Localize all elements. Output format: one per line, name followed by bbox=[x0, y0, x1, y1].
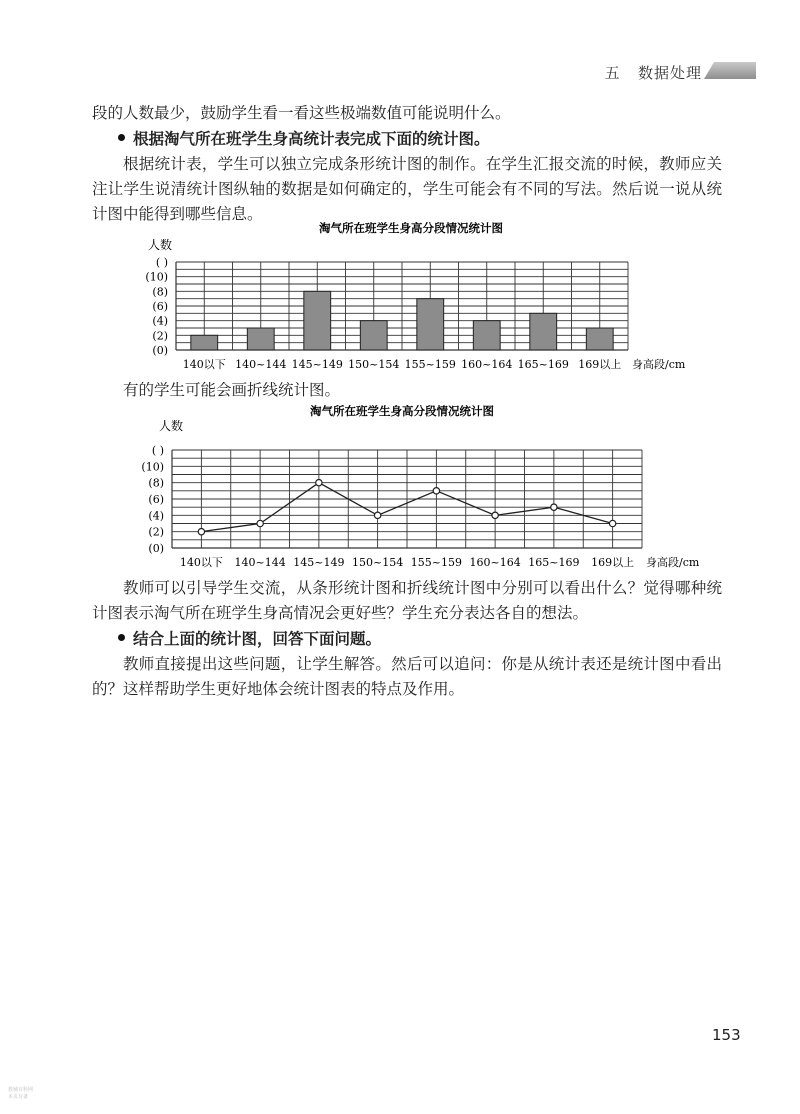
bar-140~144 bbox=[247, 328, 274, 350]
data-point-140~144 bbox=[257, 520, 263, 526]
chart-title: 淘气所在班学生身高分段情况统计图 bbox=[310, 404, 494, 418]
y-axis-label: 人数 bbox=[147, 238, 173, 252]
x-tick-label: 140~144 bbox=[235, 358, 287, 371]
y-tick-label: (10) bbox=[141, 460, 164, 474]
line-chart bbox=[130, 402, 700, 574]
y-tick-label: (2) bbox=[152, 329, 168, 343]
x-tick-label: 155~159 bbox=[410, 556, 462, 569]
x-tick-label: 165~169 bbox=[517, 358, 569, 371]
data-point-160~164 bbox=[492, 512, 498, 518]
x-tick-label: 165~169 bbox=[528, 556, 580, 569]
bullet-heading-2-text: 结合上面的统计图，回答下面问题。 bbox=[133, 630, 382, 648]
bar-165~169 bbox=[530, 313, 557, 350]
y-tick-label: (0) bbox=[152, 344, 168, 357]
bar-chart bbox=[130, 216, 690, 376]
y-tick-label: (6) bbox=[152, 300, 168, 313]
chapter-title: 数据处理 bbox=[637, 64, 702, 82]
y-tick-label: (8) bbox=[148, 476, 164, 490]
bullet-heading-1-text: 根据淘气所在班学生身高统计表完成下面的统计图。 bbox=[133, 130, 490, 148]
watermark bbox=[8, 1087, 33, 1101]
paragraph-5: 教师直接提出这些问题，让学生解答。然后可以追问：你是从统计表还是统计图中看出的？这样帮助学生更好地体会统计图表的特点及作用。 bbox=[92, 655, 722, 698]
y-tick-label: (4) bbox=[148, 509, 164, 523]
x-tick-label: 145~149 bbox=[293, 556, 345, 569]
y-tick-label: ( ) bbox=[151, 444, 164, 457]
bar-145~149 bbox=[304, 291, 331, 350]
bullet-dot-icon bbox=[118, 134, 125, 141]
data-point-165~169 bbox=[551, 504, 557, 510]
x-tick-label: 145~149 bbox=[291, 358, 343, 371]
bullet-heading-1 bbox=[118, 127, 490, 149]
data-point-155~159 bbox=[433, 488, 439, 494]
bar-155~159 bbox=[417, 299, 444, 350]
x-axis-label: 身高段/cm bbox=[632, 358, 686, 371]
x-axis-label: 身高段/cm bbox=[646, 556, 700, 569]
x-tick-label: 140~144 bbox=[234, 556, 286, 569]
x-tick-label: 140以下 bbox=[179, 556, 223, 569]
y-tick-label: (0) bbox=[148, 542, 164, 555]
header-tab-decoration bbox=[704, 62, 756, 79]
y-tick-label: (10) bbox=[145, 270, 168, 284]
bar-160~164 bbox=[473, 321, 500, 350]
chapter-number: 五 bbox=[604, 64, 621, 82]
bullet-heading-2 bbox=[118, 627, 381, 649]
data-point-150~154 bbox=[374, 512, 380, 518]
x-tick-label: 169以上 bbox=[578, 358, 622, 371]
bar-150~154 bbox=[360, 321, 387, 350]
x-tick-label: 150~154 bbox=[352, 556, 404, 569]
bullet-dot-icon bbox=[118, 634, 125, 641]
x-tick-label: 150~154 bbox=[348, 358, 400, 371]
bar-169以上 bbox=[586, 328, 613, 350]
x-tick-label: 155~159 bbox=[404, 358, 456, 371]
x-tick-label: 169以上 bbox=[591, 556, 635, 569]
data-point-169以上 bbox=[609, 520, 615, 526]
x-tick-label: 160~164 bbox=[469, 556, 521, 569]
page-number: 153 bbox=[712, 1026, 741, 1044]
data-point-145~149 bbox=[316, 479, 322, 485]
y-tick-label: (2) bbox=[148, 525, 164, 539]
watermark-line-1: 教辅百科网 bbox=[8, 1087, 34, 1093]
y-tick-label: (4) bbox=[152, 314, 168, 328]
x-tick-label: 140以下 bbox=[182, 358, 226, 371]
bar-140以下 bbox=[191, 335, 218, 350]
paragraph-3: 有的学生可能会画折线统计图。 bbox=[123, 381, 341, 399]
chart-title: 淘气所在班学生身高分段情况统计图 bbox=[319, 221, 503, 235]
data-point-140以下 bbox=[198, 528, 204, 534]
paragraph-2: 根据统计表，学生可以独立完成条形统计图的制作。在学生汇报交流的时候，教师应关注让学生说清统计图纵轴的数据是如何确定的，学生可能会有不同的写法。然后说一说从统计图中能得到哪些信息。 bbox=[92, 155, 722, 223]
y-tick-label: ( ) bbox=[155, 256, 168, 269]
watermark-line-2: 本页有备 bbox=[8, 1094, 29, 1100]
paragraph-4: 教师可以引导学生交流，从条形统计图和折线统计图中分别可以看出什么？觉得哪种统计图表示淘气所在班学生身高情况会更好些？学生充分表达各自的想法。 bbox=[92, 579, 722, 622]
y-axis-label: 人数 bbox=[158, 419, 184, 433]
y-tick-label: (6) bbox=[148, 493, 164, 506]
paragraph-1: 段的人数最少，鼓励学生看一看这些极端数值可能说明什么。 bbox=[92, 104, 511, 122]
chapter-header bbox=[605, 62, 702, 83]
x-tick-label: 160~164 bbox=[461, 358, 513, 371]
y-tick-label: (8) bbox=[152, 285, 168, 299]
